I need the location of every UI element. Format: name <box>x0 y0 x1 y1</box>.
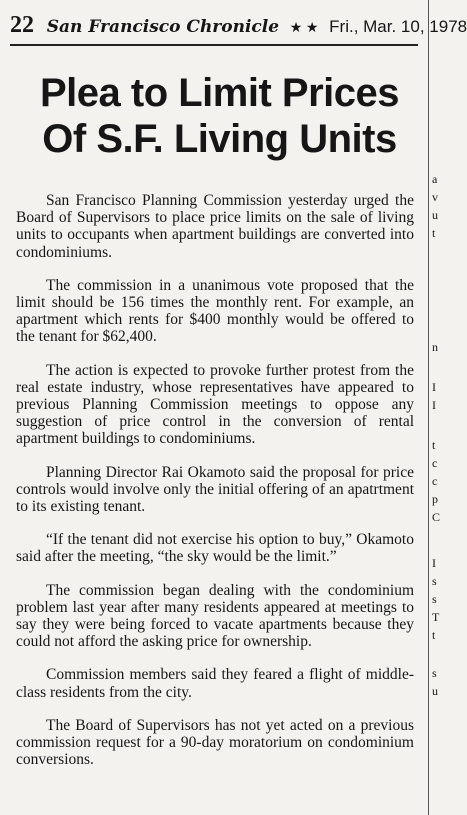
column-fragment: t <box>432 226 436 240</box>
headline-line-2: Of S.F. Living Units <box>42 117 397 161</box>
adjacent-column <box>428 0 440 815</box>
column-fragment: a <box>432 172 438 186</box>
issue-date: Fri., Mar. 10, 1978 <box>329 17 467 36</box>
column-fragment: t <box>432 438 436 452</box>
paragraph-3: The action is expected to provoke further protest from the real estate industry, whose representatives have appeared to previous Planning Commission meetings to oppose any suggestion of price control in the conversion of rental apartment buildings to condominiums. <box>16 361 414 448</box>
column-fragment: c <box>432 474 438 488</box>
paragraph-6: The commission began dealing with the condominium problem last year after many residents appeared at meetings to say they were being forced to vacate apartments because they could not afford the asking price for ownership. <box>16 581 414 651</box>
header-rule <box>10 44 418 46</box>
paragraph-1: San Francisco Planning Commission yesterday urged the Board of Supervisors to place price limits on the sale of living units to occupants when apartment buildings are converted into condominiums. <box>16 192 414 261</box>
column-fragment: v <box>432 190 438 204</box>
column-fragment: u <box>432 208 438 222</box>
edition-stars: ★ ★ <box>289 21 319 36</box>
paragraph-5: “If the tenant did not exercise his option to buy,” Okamoto said after the meeting, “the sky would be the limit.” <box>16 531 414 566</box>
column-fragment: t <box>432 628 436 642</box>
column-fragment: n <box>432 340 438 354</box>
column-fragment: I <box>432 556 436 570</box>
newspaper-name: San Francisco Chronicle <box>46 17 280 37</box>
column-fragment: C <box>432 510 441 524</box>
headline <box>0 70 439 162</box>
paragraph-7: Commission members said they feared a flight of middle-class residents from the city. <box>16 666 414 701</box>
column-fragment: I <box>432 398 436 412</box>
column-fragment: u <box>432 684 438 698</box>
column-fragment: s <box>432 592 437 606</box>
column-fragment: p <box>432 492 438 506</box>
column-fragment: s <box>432 666 437 680</box>
column-fragment: s <box>432 574 437 588</box>
column-fragment: c <box>432 456 438 470</box>
page-header <box>10 12 467 38</box>
page-number: 22 <box>10 12 34 38</box>
column-fragment: T <box>432 610 440 624</box>
paragraph-2: The commission in a unanimous vote proposed that the limit should be 156 times the monthly rent. For example, an apartment which rents for $400 monthly would be offered to the tenant for $62,400. <box>16 276 414 346</box>
headline-line-1: Plea to Limit Prices <box>39 71 400 115</box>
article-body <box>16 192 414 784</box>
paragraph-4: Planning Director Rai Okamoto said the proposal for price controls would involve only the initial offering of an apatrtment to its existing tenant. <box>16 463 414 516</box>
column-fragment: I <box>432 380 436 394</box>
paragraph-8: The Board of Supervisors has not yet acted on a previous commission request for a 90-day moratorium on condominium conversions. <box>16 716 414 769</box>
